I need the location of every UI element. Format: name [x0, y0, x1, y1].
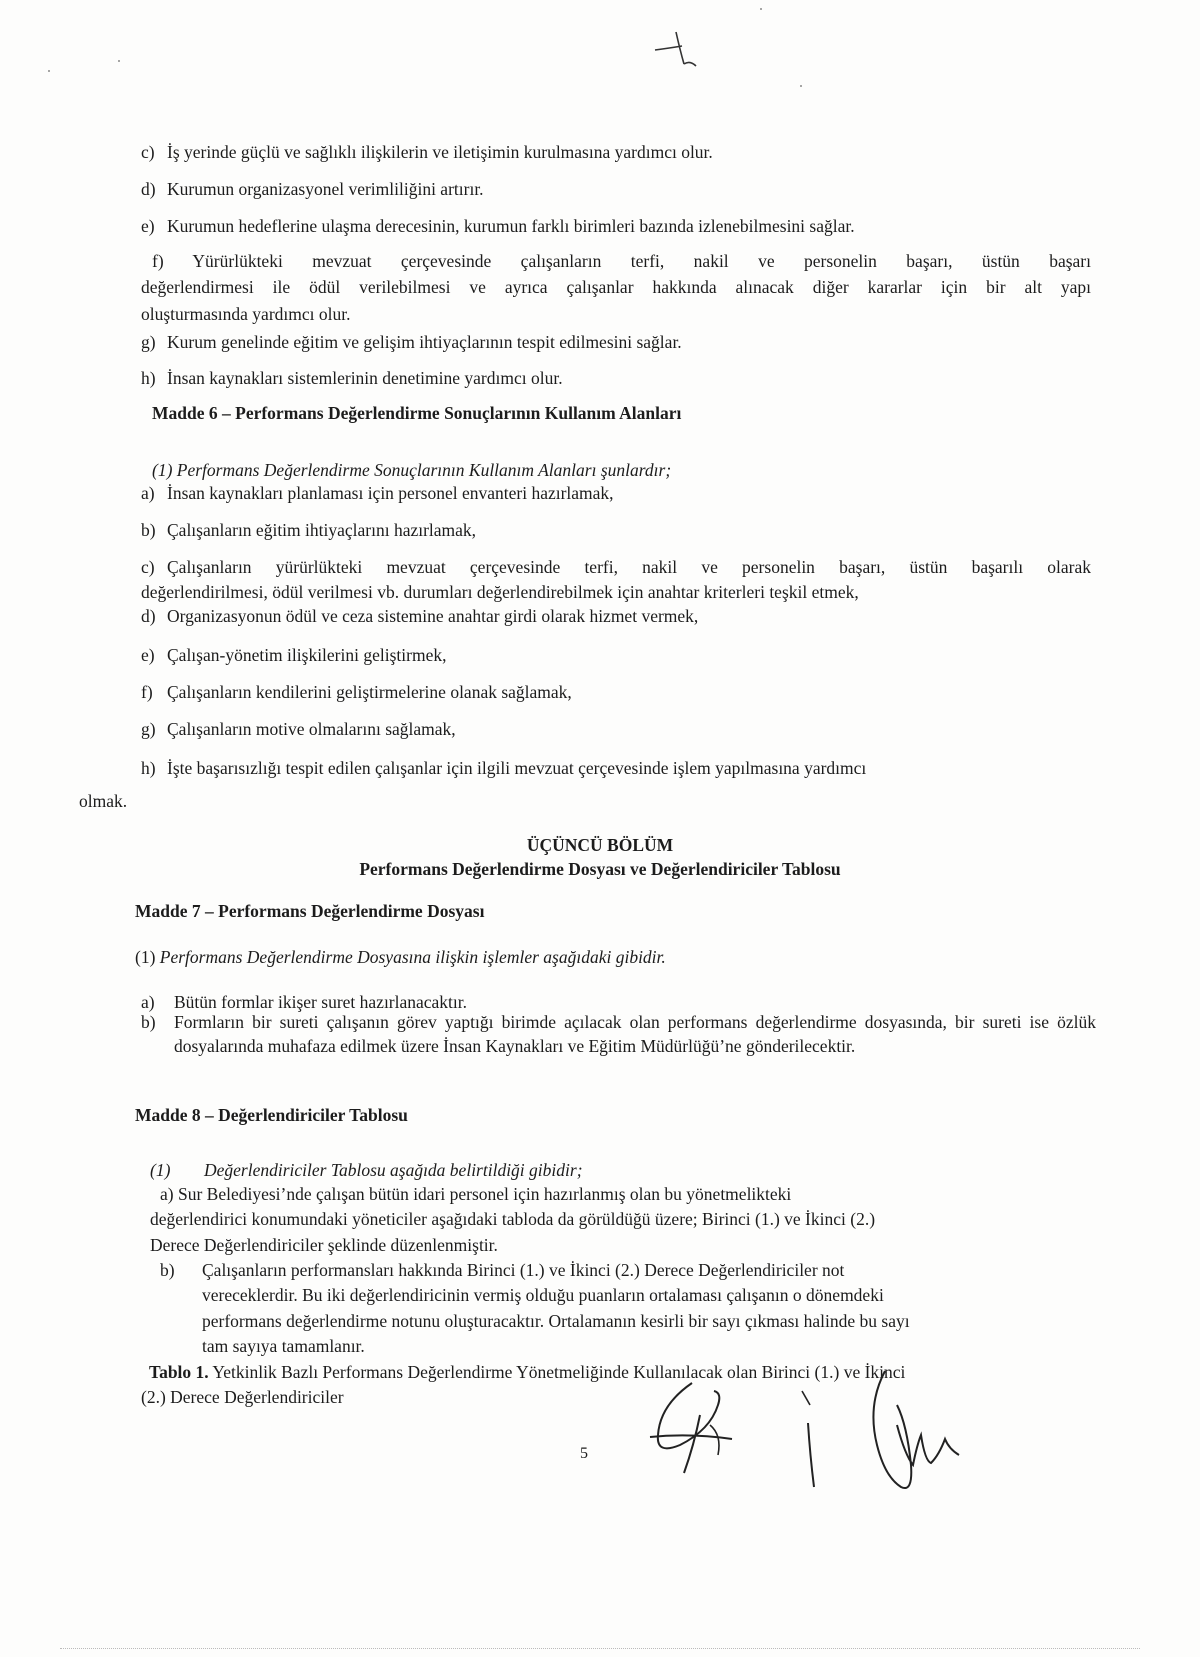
section-subtitle: Performans Değerlendirme Dosyası ve Değerlendiriciler Tablosu — [359, 859, 841, 879]
scan-speck — [760, 8, 762, 10]
list-item — [141, 1011, 1096, 1058]
list-item — [141, 366, 1091, 391]
list-item — [141, 140, 1091, 165]
item-text: Kurum genelinde eğitim ve gelişim ihtiyaçlarının tespit edilmesini sağlar. — [167, 332, 682, 352]
item-label: c) — [141, 142, 155, 162]
item-text: İş yerinde güçlü ve sağlıklı ilişkilerin ve iletişimin kurulmasına yardımcı olur. — [167, 142, 713, 162]
item-f-paragraph — [141, 248, 1091, 327]
item-text: Çalışanların kendilerini geliştirmelerine olanak sağlamak, — [167, 682, 572, 702]
item-text: İşte başarısızlığı tespit edilen çalışanlar için ilgili mevzuat çerçevesinde işlem yapılmasına yardımcı — [167, 758, 867, 778]
madde-6-item-d — [141, 604, 1091, 629]
intro-text: Değerlendiriciler Tablosu aşağıda belirtildiği gibidir; — [204, 1160, 583, 1180]
intro-number: (1) — [150, 1160, 171, 1180]
item-text: Çalışanların eğitim ihtiyaçlarını hazırlamak, — [167, 520, 477, 540]
item-h — [141, 366, 1091, 391]
madde-8-item-b — [160, 1258, 1040, 1360]
item-label: b) — [141, 520, 156, 540]
madde-7-item-b — [141, 1011, 1096, 1058]
madde-6-item-b — [141, 518, 1091, 543]
madde-6-item-f — [141, 680, 1091, 705]
madde-8-intro — [150, 1158, 583, 1183]
paragraph-line: değerlendirmesi ile ödül verilebilmesi ve ayrıca çalışanlar hakkında alınacak diğer kararlar için bir alt yapı — [141, 277, 1091, 298]
item-text: Kurumun hedeflerine ulaşma derecesinin, kurumun farklı birimleri bazında izlenebilmesini sağlar. — [167, 215, 855, 236]
list-item — [141, 177, 1091, 202]
madde-6-heading: Madde 6 – Performans Değerlendirme Sonuçlarının Kullanım Alanları — [152, 403, 682, 423]
madde-6-item-e — [141, 643, 1091, 668]
list-item — [160, 1258, 1040, 1360]
caption-line: (2.) Derece Değerlendiriciler — [141, 1387, 344, 1408]
item-text: Organizasyonun ödül ve ceza sistemine anahtar girdi olarak hizmet vermek, — [167, 606, 699, 626]
paragraph-line: vereceklerdir. Bu iki değerlendiricinin vermiş olduğu puanların ortalaması çalışanın o dönemdeki — [202, 1285, 884, 1306]
paragraph-line: tam sayıya tamamlanır. — [202, 1336, 365, 1357]
item-text: Bütün formlar ikişer suret hazırlanacaktır. — [174, 992, 468, 1012]
intro-number: (1) — [135, 947, 156, 967]
list-item — [141, 756, 1091, 781]
madde-7-heading: Madde 7 – Performans Değerlendirme Dosyası — [135, 901, 485, 921]
scan-speck — [800, 85, 802, 87]
intro-list — [141, 140, 1091, 239]
paragraph-line: f) Yürürlükteki mevzuat çerçevesinde çalışanların terfi, nakil ve personelin başarı, üstün başarı — [152, 251, 1091, 271]
item-text: Çalışan-yönetim ilişkilerini geliştirmek, — [167, 645, 447, 665]
item-label: d) — [141, 606, 156, 626]
scan-edge-line — [60, 1648, 1140, 1649]
list-item — [141, 680, 1091, 705]
caption-label: Tablo 1. — [149, 1362, 209, 1382]
scan-speck — [48, 70, 50, 72]
item-label: g) — [141, 332, 156, 352]
item-g — [141, 330, 1091, 355]
list-item — [141, 214, 1091, 239]
item-label: f) — [141, 682, 153, 702]
intro-text: Performans Değerlendirme Dosyasına ilişkin işlemler aşağıdaki gibidir. — [159, 947, 666, 967]
item-label: c) — [141, 557, 155, 577]
item-text: Çalışanların motive olmalarını sağlamak, — [167, 719, 456, 739]
list-item — [141, 643, 1091, 668]
madde-6-item-a — [141, 481, 1091, 506]
signature-2 — [790, 1385, 840, 1495]
paragraph-line: değerlendirici konumundaki yöneticiler aşağıdaki tabloda da görüldüğü üzere; Birinci (1.) ve İkinci (2.) — [150, 1209, 876, 1230]
madde-7-intro — [135, 945, 666, 970]
item-label: h) — [141, 758, 156, 778]
madde-6-intro: (1) Performans Değerlendirme Sonuçlarının Kullanım Alanları şunlardır; — [152, 460, 672, 480]
item-label: e) — [141, 645, 155, 665]
item-text: Formların bir sureti çalışanın görev yaptığı birimde açılacak olan performans değerlendirme dosyasında, bir sureti ise özlük dosyalarında muhafaza edilmek üzere İnsan Kaynakları ve Eğitim Müdürlüğü’ne gönderilecektir. — [174, 1012, 1096, 1056]
paragraph-line: oluşturmasında yardımcı olur. — [141, 303, 351, 324]
list-item — [141, 604, 1091, 629]
list-item — [141, 481, 1091, 506]
signature-1 — [640, 1375, 750, 1485]
paragraph-line: Derece Değerlendiriciler şeklinde düzenlenmiştir. — [150, 1234, 498, 1255]
item-label: b) — [160, 1260, 175, 1280]
madde-6-item-h — [141, 756, 1091, 781]
item-text: İnsan kaynakları sistemlerinin denetimine yardımcı olur. — [167, 368, 563, 388]
madde-6-item-g — [141, 717, 1091, 742]
item-text: İnsan kaynakları planlaması için personel envanteri hazırlamak, — [167, 483, 614, 503]
item-text-continuation: değerlendirilmesi, ödül verilmesi vb. durumları değerlendirebilmek için anahtar kriterleri teşkil etmek, — [141, 581, 859, 602]
list-item — [141, 555, 1091, 580]
section-title: ÜÇÜNCÜ BÖLÜM — [526, 835, 674, 855]
list-item — [141, 717, 1091, 742]
madde-6-tail: olmak. — [79, 791, 128, 811]
item-text: Kurumun organizasyonel verimliliğini artırır. — [167, 178, 484, 199]
list-item — [141, 518, 1091, 543]
item-label: b) — [141, 1012, 156, 1032]
item-label: h) — [141, 368, 156, 388]
page-number: 5 — [580, 1445, 588, 1462]
top-handwritten-mark — [650, 30, 710, 70]
paragraph-line: a) Sur Belediyesi’nde çalışan bütün idari personel için hazırlanmış olan bu yönetmelikteki — [160, 1184, 792, 1204]
item-label: g) — [141, 719, 156, 739]
scan-speck — [118, 60, 120, 62]
madde-6-item-c — [141, 555, 1091, 605]
signature-3 — [855, 1365, 975, 1505]
item-label: a) — [141, 483, 155, 503]
item-label: d) — [141, 178, 156, 199]
item-label: e) — [141, 215, 155, 236]
paragraph-line: performans değerlendirme notunu oluşturacaktır. Ortalamanın kesirli bir sayı çıkması halinde bu sayı — [202, 1310, 910, 1331]
madde-8-item-a — [150, 1182, 1040, 1258]
madde-8-heading: Madde 8 – Değerlendiriciler Tablosu — [135, 1105, 408, 1125]
paragraph-line: Çalışanların performansları hakkında Birinci (1.) ve İkinci (2.) Derece Değerlendiriciler not — [202, 1260, 845, 1280]
item-text: Çalışanların yürürlükteki mevzuat çerçevesinde terfi, nakil ve personelin başarı, üstün başarılı olarak — [167, 557, 1091, 577]
item-text — [202, 1258, 1040, 1360]
item-label: a) — [141, 992, 155, 1012]
caption-text: Yetkinlik Bazlı Performans Değerlendirme Yönetmeliğinde Kullanılacak olan Birinci (1.) ve İkinci — [208, 1362, 906, 1382]
list-item — [141, 330, 1091, 355]
